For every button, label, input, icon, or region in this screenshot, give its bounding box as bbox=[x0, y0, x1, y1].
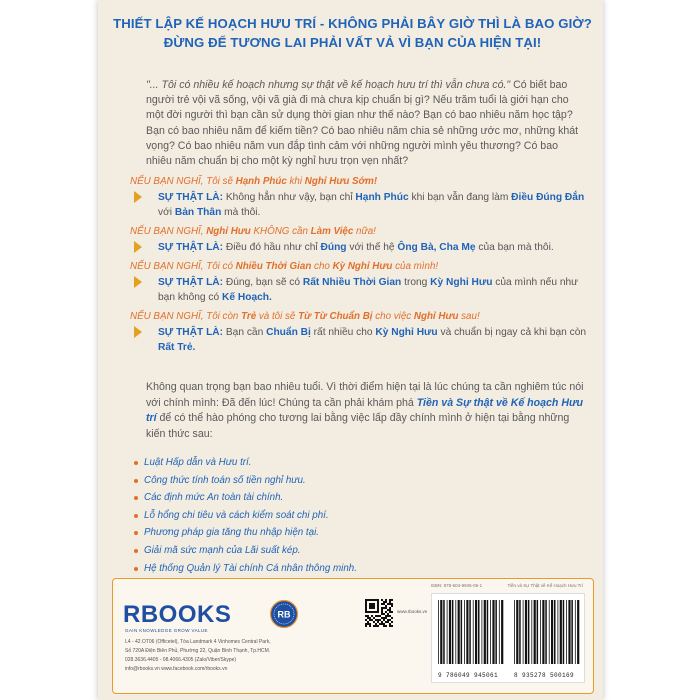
truth-segment: trong bbox=[401, 277, 431, 288]
premise-segment: KHÔNG cần bbox=[250, 226, 311, 237]
premise-segment: và tôi sẽ bbox=[256, 311, 299, 322]
premise-segment: khi bbox=[286, 176, 305, 187]
premise-segment: Tôi sẽ bbox=[206, 176, 236, 187]
truth-label: SỰ THẬT LÀ: bbox=[158, 277, 224, 288]
topic-list-item: Lỗ hổng chi tiêu và cách kiểm soát chi phí. bbox=[134, 507, 574, 525]
premise-segment: Nghỉ Hưu bbox=[413, 311, 459, 322]
topic-list-item: Luật Hấp dẫn và Hưu trí. bbox=[134, 454, 574, 472]
intro-body: Có biết bao người trẻ vội vã sống, vội vã già đi mà chưa kịp chuẩn bị gì? Nếu trăm tuổi là giới hạn cho một đời người thì bạn cần sử dụng thời gian như thế nào? Bạn có bao nhiêu năm học tập? Bạn có bao nhiêu năm để kiếm tiền? Có bao nhiêu năm chia sẻ những ước mơ, những khát vọng? Có bao nhiêu năm vun đắp tình cảm với những người mình yêu thương? Có bao nhiêu năm chuẩn bị cho một kỳ nghỉ hưu trọn vẹn nhất? bbox=[146, 79, 579, 168]
truth-line bbox=[130, 190, 590, 220]
premise-line bbox=[130, 260, 590, 274]
website-text: www.rbooks.vn bbox=[397, 609, 428, 614]
truth-segment: Điều Đúng Đắn bbox=[511, 192, 585, 203]
premise-segment: Nghỉ Hưu bbox=[206, 226, 251, 237]
book-back-cover bbox=[98, 0, 603, 700]
premise-segment: NẾU BẠN NGHĨ, bbox=[130, 176, 207, 187]
arrow-right-icon bbox=[134, 276, 142, 288]
premise-segment: Tôi có bbox=[206, 261, 236, 272]
truth-segment: và chuẩn bị ngay cả khi bạn còn bbox=[437, 327, 587, 338]
truth-segment: rất nhiều cho bbox=[310, 327, 376, 338]
truth-label: SỰ THẬT LÀ: bbox=[158, 327, 224, 338]
topic-list-item: Hệ thống Quản lý Tài chính Cá nhân thông minh. bbox=[134, 560, 574, 578]
email-line: info@rbooks.vn www.facebook.com/rbooks.vn bbox=[125, 666, 228, 672]
barcode-isbn-number: 9 786049 945061 bbox=[438, 672, 499, 679]
rbooks-logo: RBOOKS bbox=[123, 601, 232, 628]
premise-line bbox=[130, 225, 590, 239]
badge-text: RB bbox=[277, 609, 291, 620]
truth-segment: Kế Hoạch. bbox=[222, 292, 272, 303]
premise-segment: cho việc bbox=[372, 311, 414, 322]
address-line-2: Số 720A Điện Biên Phủ, Phường 22, Quận Bình Thạnh, Tp.HCM. bbox=[125, 648, 271, 654]
truth-segment: Hạnh Phúc bbox=[355, 192, 409, 203]
rb-badge-icon bbox=[269, 599, 299, 629]
topic-list-item: Giải mã sức mạnh của Lãi suất kép. bbox=[134, 542, 574, 560]
arrow-right-icon bbox=[134, 326, 142, 338]
truth-line bbox=[130, 275, 590, 305]
headline bbox=[112, 14, 593, 52]
premise-line bbox=[130, 175, 590, 189]
truth-segment: khi bạn vẫn đang làm bbox=[408, 192, 512, 203]
premise-segment: Từ Từ Chuẩn Bị bbox=[298, 311, 373, 322]
closing-before: Không quan trọng bạn bao nhiêu tuổi. Vì thời điểm hiện tại là lúc chúng ta cần nghiêm túc nói với chính mình: Đã đến lúc! Chúng ta cần phải khám phá bbox=[146, 381, 584, 409]
premise-segment: Nghỉ Hưu Sớm! bbox=[304, 176, 378, 187]
headline-line-2: ĐỪNG ĐỂ TƯƠNG LAI PHẢI VẤT VẢ VÌ BẠN CỦA HIỆN TẠI! bbox=[163, 35, 542, 50]
truth-segment: Bản Thân bbox=[174, 207, 222, 218]
premise-segment: Tôi còn bbox=[206, 311, 242, 322]
truth-segment: Đúng bbox=[320, 242, 347, 253]
premise-segment: Làm Việc bbox=[310, 226, 354, 237]
truth-label: SỰ THẬT LÀ: bbox=[158, 192, 224, 203]
truth-segment: của bạn mà thôi. bbox=[475, 242, 554, 253]
truth-segment: Không hẳn như vậy, bạn chỉ bbox=[223, 192, 356, 203]
barcode-price-number: 8 935278 500169 bbox=[514, 672, 575, 679]
publisher-address bbox=[125, 638, 425, 674]
topic-list-item: Phương pháp gia tăng thu nhập hiện tại. bbox=[134, 524, 574, 542]
isbn-text: ISBN: 978-604-9945-06-1 bbox=[430, 583, 483, 588]
logo-tagline: GAIN KNOWLEDGE GROW VALUE bbox=[125, 628, 208, 633]
book-title-inline: Tiền và Sự thật về Kế hoạch Hưu trí bbox=[146, 396, 584, 425]
premise-segment: sau! bbox=[458, 311, 480, 322]
premise-segment: NẾU BẠN NGHĨ, bbox=[130, 261, 207, 272]
myth-truth-blocks bbox=[130, 175, 590, 360]
arrow-right-icon bbox=[134, 241, 142, 253]
truth-segment: Điều đó hầu như chỉ bbox=[223, 242, 321, 253]
footer-top-line bbox=[407, 583, 583, 588]
qr-code-icon bbox=[365, 599, 393, 627]
closing-paragraph bbox=[146, 380, 586, 442]
small-title-text: Tiền và Sự Thật về Kế Hoạch Hưu Trí bbox=[507, 583, 583, 588]
address-line-1: L4 - 42.OT06 (Officetel), Tòa Landmark 4 Vinhomes Central Park, bbox=[125, 639, 271, 645]
truth-segment: Chuẩn Bị bbox=[266, 327, 311, 338]
intro-paragraph bbox=[146, 78, 586, 169]
phone-line: 028.3636.4405 - 08.4066.4305 (Zalo/Viber/Skype) bbox=[125, 657, 237, 663]
truth-segment: Bạn cần bbox=[223, 327, 267, 338]
truth-segment: Ông Bà, Cha Mẹ bbox=[397, 242, 476, 253]
topic-list bbox=[134, 454, 574, 577]
premise-segment: Trẻ bbox=[241, 311, 257, 322]
truth-segment: Rất Nhiều Thời Gian bbox=[302, 277, 402, 288]
headline-line-1: THIẾT LẬP KẾ HOẠCH HƯU TRÍ - KHÔNG PHẢI BÂY GIỜ THÌ LÀ BAO GIỜ? bbox=[113, 16, 592, 31]
premise-segment: Hạnh Phúc bbox=[235, 176, 287, 187]
barcode-panel bbox=[431, 593, 585, 683]
barcode-graphic bbox=[436, 598, 582, 668]
premise-segment: của mình! bbox=[392, 261, 439, 272]
truth-segment: Đúng, bạn sẽ có bbox=[223, 277, 303, 288]
truth-line bbox=[130, 325, 590, 355]
truth-segment: Kỳ Nghỉ Hưu bbox=[430, 277, 493, 288]
arrow-right-icon bbox=[134, 191, 142, 203]
intro-quote: "... Tôi có nhiều kế hoạch nhưng sự thật về kế hoạch hưu trí thì vẫn chưa có." bbox=[146, 79, 511, 91]
truth-segment: Kỳ Nghỉ Hưu bbox=[375, 327, 438, 338]
premise-segment: Kỳ Nghỉ Hưu bbox=[332, 261, 393, 272]
premise-line bbox=[130, 310, 590, 324]
premise-segment: NẾU BẠN NGHĨ, bbox=[130, 226, 207, 237]
truth-segment: mà thôi. bbox=[221, 207, 261, 218]
truth-label: SỰ THẬT LÀ: bbox=[158, 242, 224, 253]
publisher-footer bbox=[112, 578, 594, 694]
truth-segment: Rất Trẻ. bbox=[158, 342, 196, 353]
closing-after: để có thể hào phóng cho tương lai bằng việc lấp đầy chính mình ở hiện tại bằng những kiến thức sau: bbox=[146, 412, 570, 440]
topic-list-item: Công thức tính toán số tiền nghỉ hưu. bbox=[134, 472, 574, 490]
truth-line bbox=[130, 240, 590, 255]
truth-segment: với thế hệ bbox=[346, 242, 398, 253]
topic-list-item: Các định mức An toàn tài chính. bbox=[134, 489, 574, 507]
premise-segment: cho bbox=[311, 261, 333, 272]
truth-segment: với bbox=[158, 207, 175, 218]
truth-segment: của mình nếu như bạn không có bbox=[158, 277, 578, 303]
premise-segment: Nhiều Thời Gian bbox=[235, 261, 312, 272]
premise-segment: nữa! bbox=[353, 226, 376, 237]
premise-segment: NẾU BẠN NGHĨ, bbox=[130, 311, 207, 322]
